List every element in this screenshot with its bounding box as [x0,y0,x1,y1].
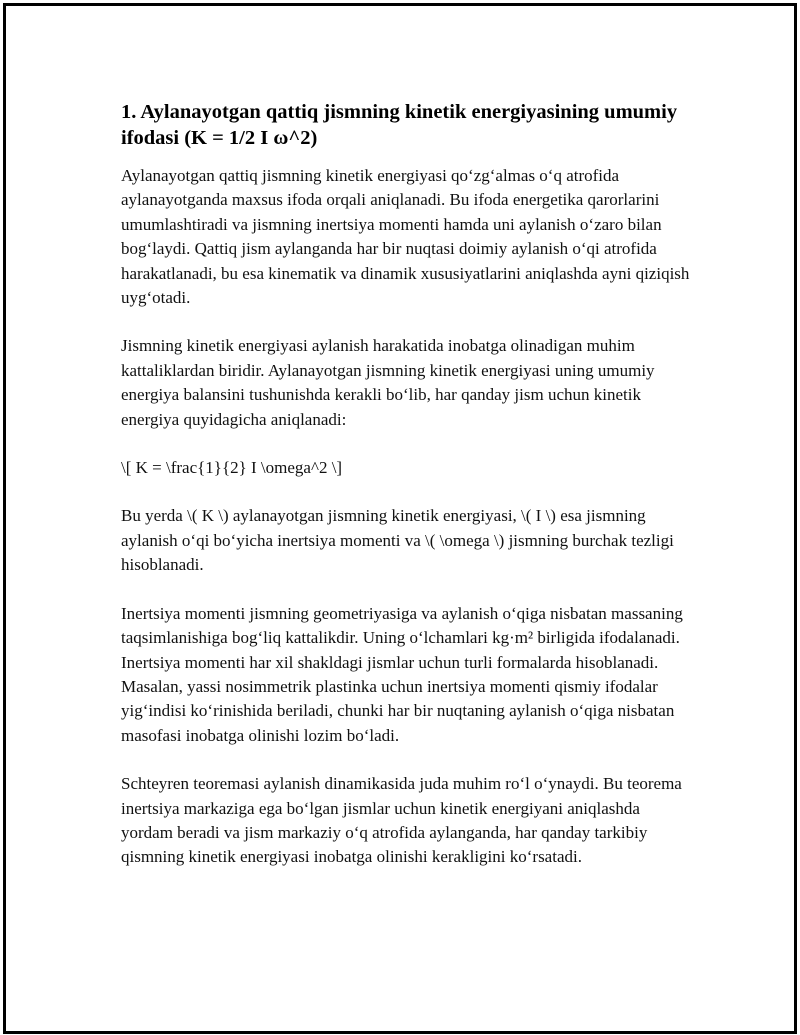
section-heading: 1. Aylanayotgan qattiq jismning kinetik energiyasining umumiy ifodasi (K = 1/2 I ω^2) [121,101,678,149]
paragraph-inertia-moment: Inertsiya momenti jismning geometriyasiga va aylanish o‘qiga nisbatan massaning taqsimlanishiga bog‘liq kattalikdir. Uning o‘lchamlari kg·m² birligida ifodalanadi. Inertsiya momenti har xil shakldagi jismlar uchun turli formalarda hisoblanadi. Masalan, yassi nosimmetrik plastinka uchun inertsiya momenti qismiy ifodalar yig‘indisi ko‘rinishida beriladi, chunki har bir nuqtaning aylanish o‘qiga nisbatan masofasi inobatga olinishi lozim bo‘ladi. [121,603,683,745]
document-body [121,99,696,894]
paragraph-steiner-theorem: Schteyren teoremasi aylanish dinamikasida juda muhim ro‘l o‘ynaydi. Bu teorema inertsiya markaziga ega bo‘lgan jismlar uchun kinetik energiyani aniqlashda yordam beradi va jism markaziy o‘q atrofida aylanganda, har qanday tarkibiy qismning kinetik energiyasi inobatga olinishi kerakligini ko‘rsatadi. [121,774,682,867]
formula-kinetic-energy: \[ K = \frac{1}{2} I \omega^2 \] [121,458,343,478]
paragraph-intro: Aylanayotgan qattiq jismning kinetik energiyasi qo‘zg‘almas o‘q atrofida aylanayotganda maxsus ifoda orqali aniqlanadi. Bu ifoda energetika qarorlarini umumlashtiradi va jismning inertsiya momenti hamda uni aylanish o‘zaro bilan bog‘laydi. Qattiq jism aylanganda har bir nuqtasi doimiy aylanish o‘qi atrofida harakatlanadi, bu esa kinematik va dinamik xususiyatlarini aniqlashda ayni qiziqish uyg‘otadi. [121,166,690,308]
paragraph-kinetic-energy: Jismning kinetik energiyasi aylanish harakatida inobatga olinadigan muhim kattaliklardan biridir. Aylanayotgan jismning kinetik energiyasi uning umumiy energiya balansini tushunishda kerakli bo‘lib, har qanday jism uchun kinetik energiya quyidagicha aniqlanadi: [121,336,655,429]
paragraph-definitions: Bu yerda \( K \) aylanayotgan jismning kinetik energiyasi, \( I \) esa jismning aylanish o‘qi bo‘yicha inertsiya momenti va \( \omega \) jismning burchak tezligi hisoblanadi. [121,506,674,575]
page-frame [3,3,797,1034]
